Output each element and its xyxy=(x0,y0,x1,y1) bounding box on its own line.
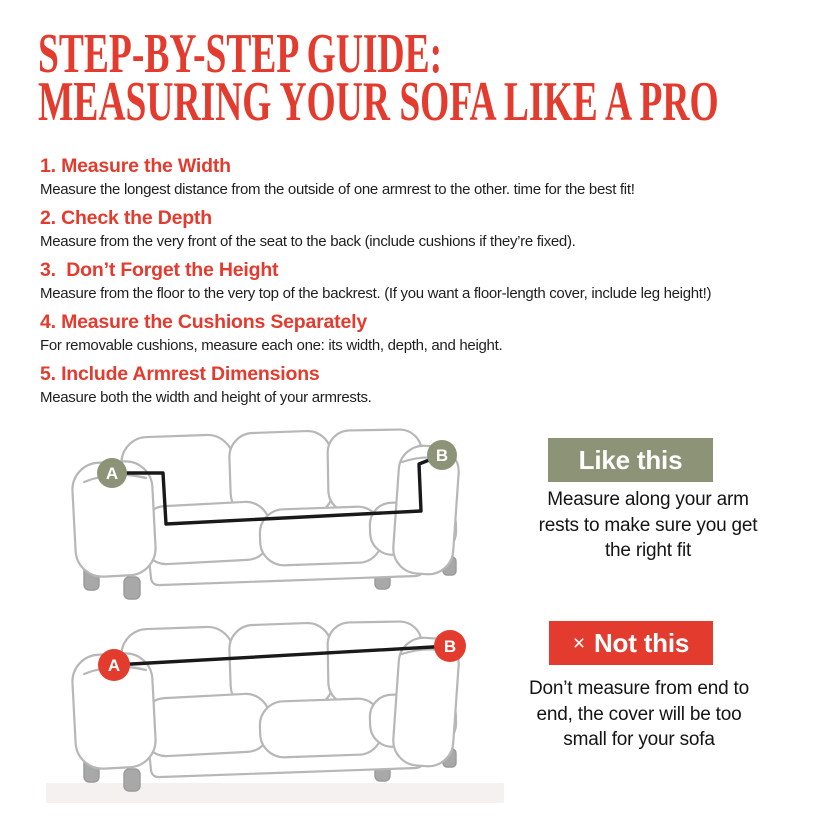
marker-a-label: A xyxy=(105,464,119,483)
not-this-badge xyxy=(549,621,713,665)
sofa-illustration-correct xyxy=(30,420,530,610)
marker-b-label: B xyxy=(435,446,449,465)
sofa-illustration-incorrect xyxy=(30,612,530,802)
step-5-heading: 5. Include Armrest Dimensions xyxy=(40,363,320,385)
step-4-body: For removable cushions, measure each one: its width, depth, and height. xyxy=(40,337,503,354)
title-line-1: STEP-BY-STEP GUIDE: xyxy=(38,23,443,85)
sofa-drawing xyxy=(71,429,460,599)
like-this-badge xyxy=(548,438,713,482)
x-icon: × xyxy=(572,632,585,655)
step-2-body: Measure from the very front of the seat to the back (include cushions if they’re fixed). xyxy=(40,233,576,250)
step-5 xyxy=(40,363,800,408)
title-line-2: MEASURING YOUR SOFA LIKE A PRO xyxy=(38,71,719,133)
step-1-body: Measure the longest distance from the outside of one armrest to the other. time for the best fit! xyxy=(40,181,635,198)
step-1 xyxy=(40,155,800,200)
step-5-body: Measure both the width and height of your armrests. xyxy=(40,389,372,406)
page-title xyxy=(38,23,719,133)
marker-a-label: A xyxy=(107,656,121,675)
step-3-body: Measure from the floor to the very top of the backrest. (If you want a floor-length cover, include leg height!) xyxy=(40,285,712,302)
step-1-heading: 1. Measure the Width xyxy=(40,155,231,177)
not-this-label: Not this xyxy=(593,627,690,658)
step-4 xyxy=(40,311,800,356)
like-this-caption: Measure along your arm rests to make sure you get the right fit xyxy=(538,489,758,561)
step-2-heading: 2. Check the Depth xyxy=(40,207,212,229)
step-3-heading: 3. Don’t Forget the Height xyxy=(40,259,279,281)
like-this-label: Like this xyxy=(578,444,683,475)
sofa-drawing xyxy=(71,621,460,791)
steps-list xyxy=(40,155,800,415)
step-3 xyxy=(40,259,800,304)
step-2 xyxy=(40,207,800,252)
not-this-caption: Don’t measure from end to end, the cover will be too small for your sofa xyxy=(529,678,749,750)
step-4-heading: 4. Measure the Cushions Separately xyxy=(40,311,367,333)
marker-b-label: B xyxy=(443,637,457,656)
